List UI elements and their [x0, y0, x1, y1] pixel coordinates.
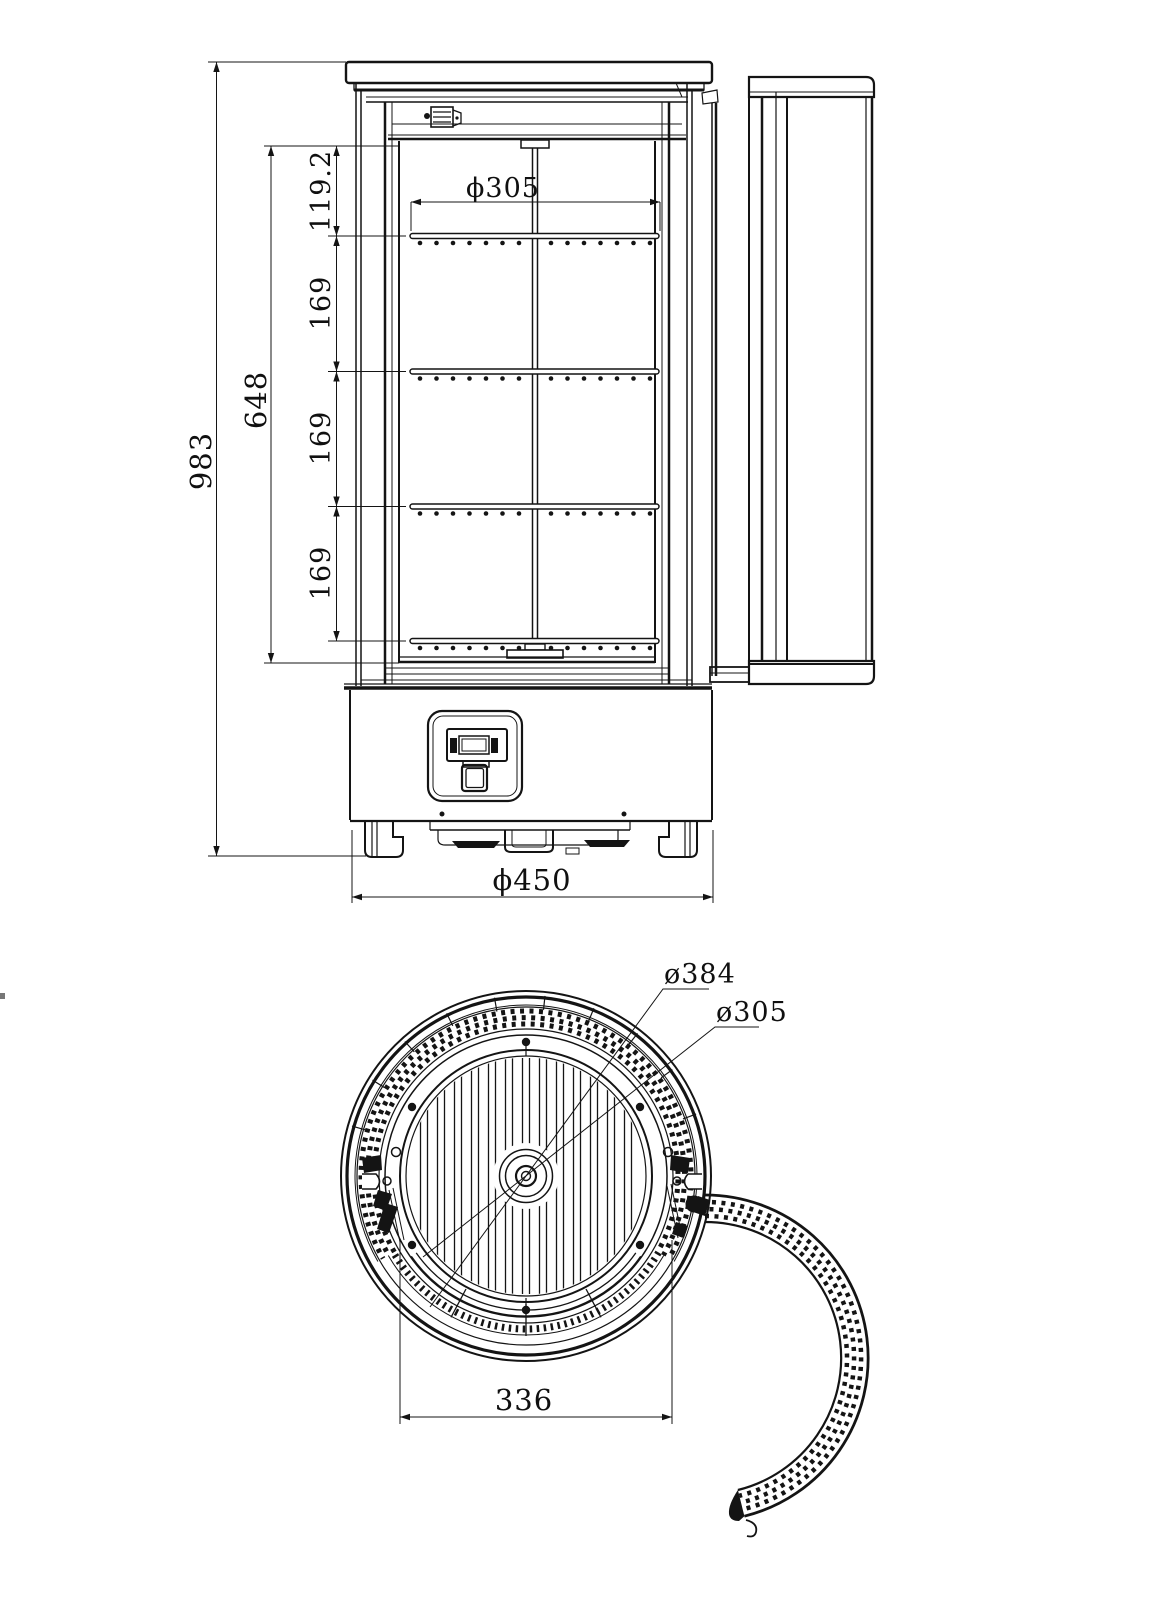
control-panel — [428, 711, 522, 801]
shelf-3 — [410, 504, 659, 516]
spindle — [507, 140, 563, 658]
open-door-plan-view — [705, 1195, 868, 1537]
dim-shelf-diameter — [411, 173, 660, 231]
dim-305-plan-label: ø305 — [716, 997, 788, 1028]
front-view — [184, 62, 874, 903]
shelf-2 — [410, 369, 659, 381]
foot-left — [365, 822, 403, 857]
dim-648-label: 648 — [239, 370, 273, 430]
door-tip-hook — [746, 1520, 756, 1537]
foot-right — [659, 822, 697, 857]
dim-305-front-label: ϕ305 — [466, 173, 540, 204]
base — [350, 690, 712, 857]
base-screw-right — [622, 812, 627, 817]
dim-384-label: ø384 — [664, 959, 736, 990]
top-cap — [346, 62, 712, 97]
plan-view — [341, 959, 868, 1537]
chamber-floor — [344, 657, 712, 688]
dim-336-label: 336 — [494, 1383, 554, 1417]
dim-983-label: 983 — [184, 431, 218, 491]
shelf-1 — [410, 234, 659, 246]
shelves — [410, 234, 659, 651]
dim-169c-label: 169 — [306, 545, 337, 601]
open-door-front-view — [702, 77, 874, 684]
door-tip-cap — [729, 1490, 744, 1521]
door-top-cap — [749, 77, 874, 97]
dim-450-label: ϕ450 — [492, 863, 572, 897]
leader-shelf-diameter — [423, 997, 788, 1257]
dim-169a-label: 169 — [306, 275, 337, 331]
base-underside — [430, 822, 630, 854]
dim-119-label: 119.2 — [306, 149, 337, 233]
scan-artifact — [0, 993, 5, 999]
door-header — [366, 97, 688, 139]
display-pad-right — [491, 738, 498, 753]
base-screw-left — [440, 812, 445, 817]
dim-169b-label: 169 — [306, 410, 337, 466]
dim-overall-height — [184, 62, 366, 856]
display-pad-left — [450, 738, 457, 753]
